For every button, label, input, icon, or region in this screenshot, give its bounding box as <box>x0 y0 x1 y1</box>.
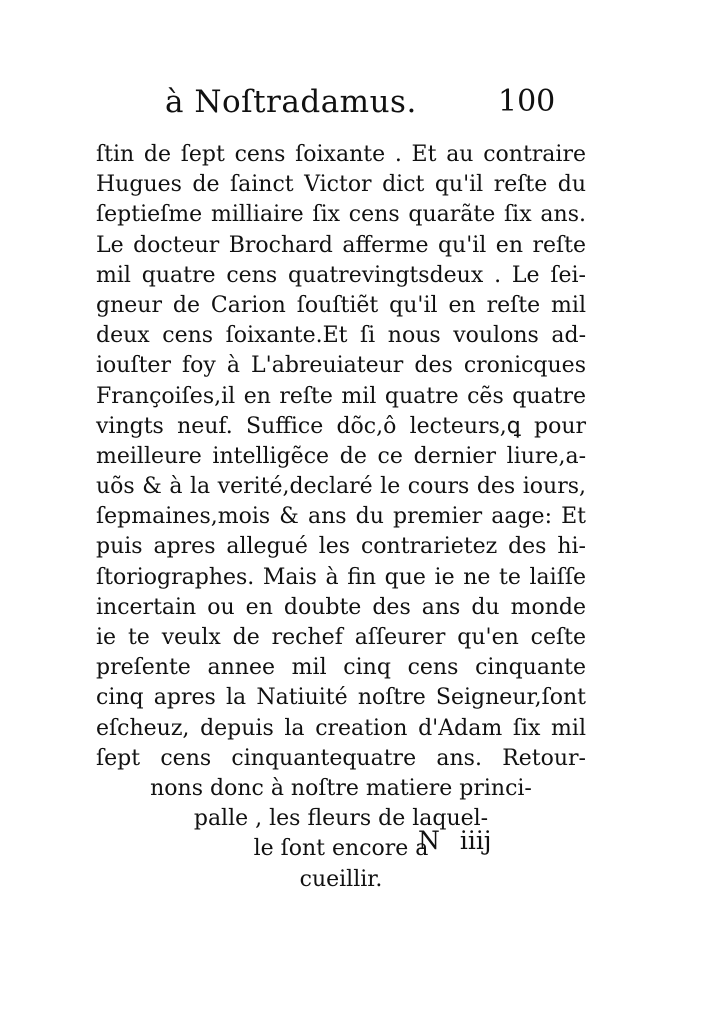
text-line: puis apres allegué les contrarietez des hi- <box>96 534 586 560</box>
text-line: eſcheuz, depuis la creation d'Adam ſix mil <box>96 715 586 741</box>
text-line: Françoiſes,il en reſte mil quatre cẽs quatre <box>96 383 586 409</box>
running-title: à Noſtradamus. <box>165 84 417 120</box>
text-line: ſept cens cinquantequatre ans. Retour- <box>96 745 586 771</box>
text-line-centered: nons donc à noſtre matiere princi- <box>150 775 532 801</box>
text-line: ſeptieſme milliaire ſix cens quarãte ſix ans. <box>96 202 586 228</box>
text-line: gneur de Carion ſouſtiẽt qu'il en reſte mil <box>96 292 586 318</box>
text-line-centered: le ſont encore a <box>253 836 429 862</box>
text-line: uõs & à la verité,declaré le cours des iours, <box>96 474 586 500</box>
text-line: meilleure intelligẽce de ce dernier liure,a- <box>96 443 586 469</box>
text-line: ſtin de ſept cens ſoixante . Et au contraire <box>96 142 586 167</box>
text-line: Le docteur Brochard afferme qu'il en reſte <box>96 232 586 258</box>
body-text <box>96 140 586 895</box>
text-line: deux cens ſoixante.Et ſi nous voulons ad- <box>96 323 586 349</box>
text-line: vingts neuf. Suffice dõc,ô lecteurs,ꝗ pour <box>96 413 586 439</box>
text-line: mil quatre cens quatrevingtsdeux . Le ſei- <box>96 262 586 288</box>
text-line: preſente annee mil cinq cens cinquante <box>96 655 586 681</box>
text-line: Hugues de ſainct Victor dict qu'il reſte du <box>96 172 586 198</box>
text-line: iouſter foy à L'abreuiateur des cronicques <box>96 353 586 379</box>
signature-mark: N iiij <box>418 826 492 855</box>
text-line: ſtoriographes. Mais à fin que ie ne te laiſſe <box>96 564 586 590</box>
page-number: 100 <box>498 84 556 119</box>
text-line-centered: palle , les fleurs de laquel- <box>193 806 489 832</box>
text-line: ſepmaines,mois & ans du premier aage: Et <box>96 504 586 530</box>
text-line-centered: cueillir. <box>299 866 383 892</box>
text-line: cinq apres la Natiuité noſtre Seigneur,ſont <box>96 685 586 711</box>
text-line: incertain ou en doubte des ans du monde <box>96 594 586 620</box>
text-line: ie te veulx de rechef aſſeurer qu'en ceſte <box>96 625 586 650</box>
